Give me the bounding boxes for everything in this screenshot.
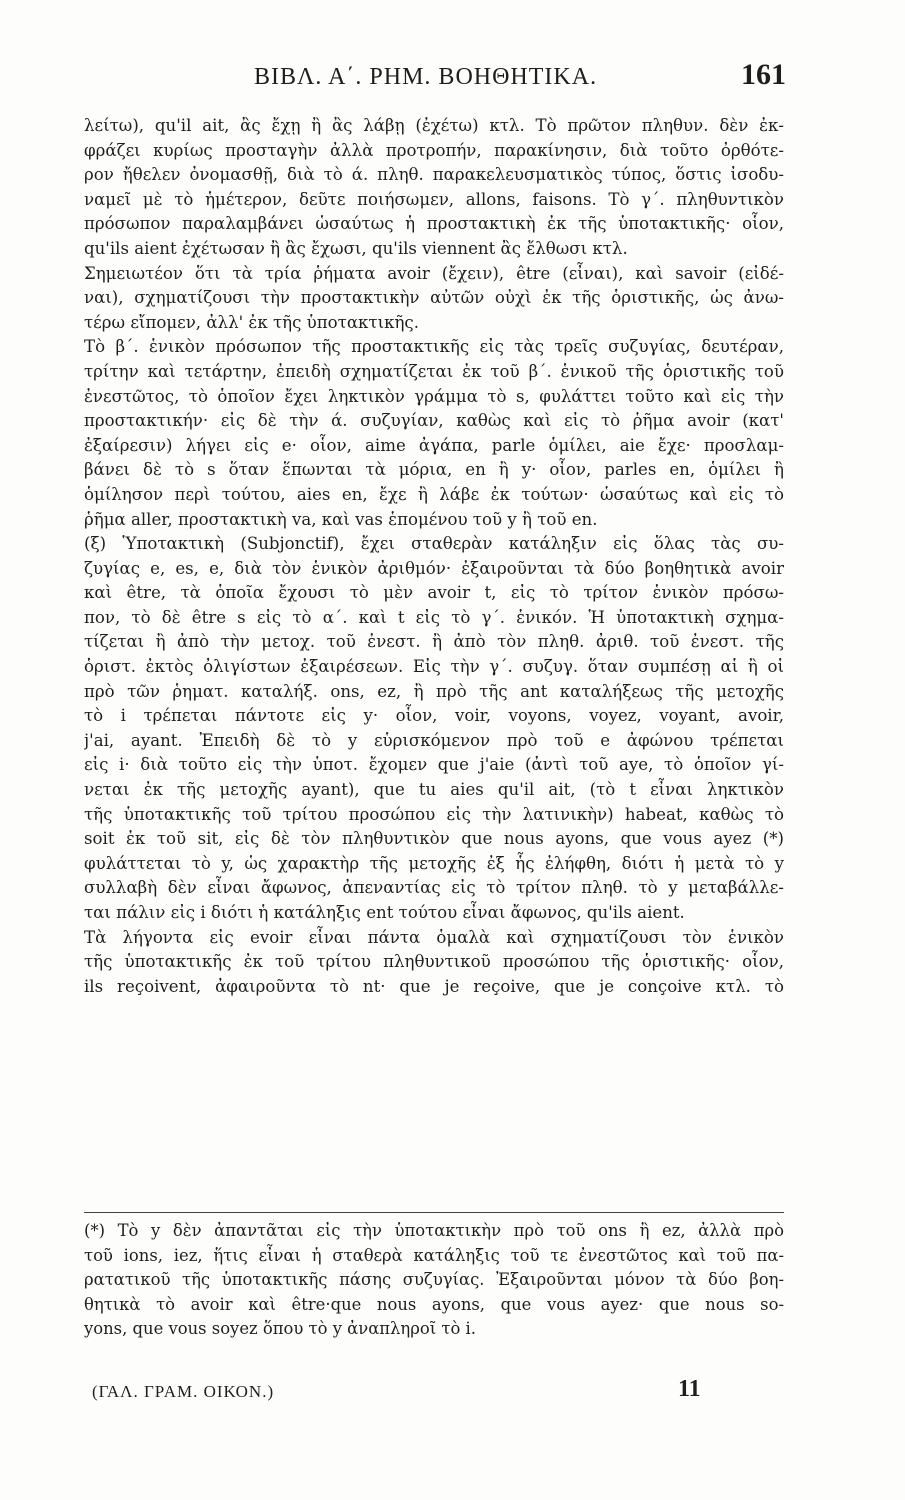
text-line: ναι), σχηματίζουσι τὴν προστακτικὴν αὐτῶν οὐχὶ ἐκ τῆς ὁριστικῆς, ὡς ἀνω-: [84, 288, 784, 308]
text-line: πρόσωπον παραλαμβάνει ὡσαύτως ἡ προστακτικὴ ἐκ τῆς ὑποτακτικῆς· οἷον,: [84, 214, 784, 234]
text-line: συλλαβὴ δὲν εἶναι ἄφωνος, ἀπεναντίας εἰς τὸ τρίτον πληθ. τὸ y μεταβάλλε-: [84, 878, 784, 898]
text-line: τρίτην καὶ τετάρτην, ἐπειδὴ σχηματίζεται ἐκ τοῦ β΄. ἑνικοῦ τῆς ὁριστικῆς τοῦ: [84, 361, 784, 381]
text-line: ὁριστ. ἐκτὸς ὀλιγίστων ἐξαιρέσεων. Εἰς τὴν γ΄. συζυγ. ὅταν συμπέσῃ αἱ ἢ οἱ: [84, 657, 784, 677]
signature-mark: (ΓΑΛ. ΓΡΑΜ. ΟΙΚΟΝ.): [92, 1382, 275, 1401]
text-line: ils reçoivent, ἀφαιροῦντα τὸ nt· que je reçoive, que je conçoive κτλ. τὸ: [84, 976, 784, 996]
text-line: τῆς ὑποτακτικῆς τοῦ τρίτου προσώπου εἰς τὴν λατινικὴν) habeat, καθὼς τὸ: [84, 804, 784, 824]
running-head: ΒΙΒΛ. Α΄. ΡΗΜ. ΒΟΗΘΗΤΙΚΑ.: [254, 64, 598, 90]
footnote-line: ρατατικοῦ τῆς ὑποτακτικῆς πάσης συζυγίας. Ἐξαιροῦνται μόνον τὰ δύο βοη-: [84, 1270, 784, 1290]
text-line: j'ai, ayant. Ἐπειδὴ δὲ τὸ y εὑρισκόμενον πρὸ τοῦ e ἀφώνου τρέπεται: [84, 730, 784, 750]
text-line: (ξ) Ὑποτακτικὴ (Subjonctif), ἔχει σταθερὰν κατάληξιν εἰς ὅλας τὰς συ-: [84, 534, 784, 554]
footnote: [84, 1219, 784, 1342]
footnote-line: yons, que vous soyez ὅπου τὸ y ἀναπληροῖ τὸ i.: [84, 1319, 476, 1339]
text-line: λείτω), qu'il ait, ἂς ἔχῃ ἢ ἂς λάβῃ (ἐχέτω) κτλ. Τὸ πρῶτον πληθυν. δὲν ἐκ-: [84, 116, 784, 135]
footnote-line: τοῦ ions, iez, ἥτις εἶναι ἡ σταθερὰ κατάληξις τοῦ τε ἐνεστῶτος καὶ τοῦ πα-: [84, 1245, 784, 1265]
text-line: πον, τὸ δὲ être s εἰς τὸ α΄. καὶ t εἰς τὸ γ΄. ἑνικόν. Ἡ ὑποτακτικὴ σχημα-: [84, 607, 784, 627]
page-number: 161: [741, 58, 786, 91]
text-line: τῆς ὑποτακτικῆς ἐκ τοῦ τρίτου πληθυντικοῦ προσώπου τῆς ὁριστικῆς· οἷον,: [84, 952, 784, 972]
main-text: [84, 114, 784, 999]
text-line: ὁμίλησον περὶ τούτου, aies en, ἔχε ἢ λάβε ἐκ τούτων· ὡσαύτως καὶ εἰς τὸ: [84, 484, 784, 504]
text-line: τίζεται ἢ ἀπὸ τὴν μετοχ. τοῦ ἐνεστ. ἢ ἀπὸ τὸν πληθ. ἀριθ. τοῦ ἐνεστ. τῆς: [84, 632, 784, 652]
signature-line: [84, 1376, 784, 1410]
footnote-line: θητικὰ τὸ avoir καὶ être·que nous ayons, que vous ayez· que nous so-: [84, 1294, 784, 1314]
text-line: ῥῆμα aller, προστακτικὴ va, καὶ vas ἑπομένου τοῦ y ἢ τοῦ en.: [84, 509, 598, 529]
text-line: Τὸ β΄. ἑνικὸν πρόσωπον τῆς προστακτικῆς εἰς τὰς τρεῖς συζυγίας, δευτέραν,: [84, 337, 784, 357]
text-line: φράζει κυρίως προσταγὴν ἀλλὰ προτροπήν, παρακίνησιν, διὰ τοῦτο ὀρθότε-: [84, 140, 784, 160]
text-line: τέρω εἴπομεν, ἀλλ' ἐκ τῆς ὑποτακτικῆς.: [84, 312, 419, 332]
text-line: φυλάττεται τὸ y, ὡς χαρακτὴρ τῆς μετοχῆς ἐξ ἧς ἐλήφθη, διότι ἡ μετὰ τὸ y: [84, 853, 784, 873]
page-header: [84, 58, 794, 98]
text-line: Τὰ λήγοντα εἰς evoir εἶναι πάντα ὁμαλὰ καὶ σχηματίζουσι τὸν ἑνικὸν: [84, 927, 784, 947]
text-line: ἐξαίρεσιν) λήγει εἰς e· οἷον, aime ἀγάπα, parle ὁμίλει, aie ἔχε· προσλαμ-: [84, 435, 784, 455]
text-line: ἐνεστῶτος, τὸ ὁποῖον ἔχει ληκτικὸν γράμμα τὸ s, φυλάττει τοῦτο καὶ εἰς τὴν: [84, 386, 784, 406]
text-line: ται πάλιν εἰς i διότι ἡ κατάληξις ent τούτου εἶναι ἄφωνος, qu'ils aient.: [84, 903, 685, 922]
footnote-line: (*) Τὸ y δὲν ἀπαντᾶται εἰς τὴν ὑποτακτικὴν πρὸ τοῦ ons ἢ ez, ἀλλὰ πρὸ: [84, 1221, 784, 1240]
text-line: ναμεῖ μὲ τὸ ἡμέτερον, δεῦτε ποιήσωμεν, allons, faisons. Τὸ γ΄. πληθυντικὸν: [84, 189, 784, 209]
text-line: Σημειωτέον ὅτι τὰ τρία ῥήματα avoir (ἔχειν), être (εἶναι), καὶ savoir (εἰδέ-: [84, 263, 784, 283]
text-line: qu'ils aient ἐχέτωσαν ἢ ἂς ἔχωσι, qu'ils viennent ἂς ἔλθωσι κτλ.: [84, 238, 628, 258]
text-line: πρὸ τῶν ῥηματ. καταλήξ. ons, ez, ἢ πρὸ τῆς ant καταλήξεως τῆς μετοχῆς: [84, 681, 784, 701]
text-line: ζυγίας e, es, e, διὰ τὸν ἑνικὸν ἀριθμόν· ἐξαιροῦνται τὰ δύο βοηθητικὰ avoir: [84, 558, 784, 578]
text-line: ρον ἤθελεν ὀνομασθῇ, διὰ τὸ ά. πληθ. παρακελευσματικὸς τύπος, ὅστις ἰσοδυ-: [84, 165, 784, 185]
footnote-rule: [84, 1212, 784, 1213]
text-line: καὶ être, τὰ ὁποῖα ἔχουσι τὸ μὲν avoir t, εἰς τὸ τρίτον ἑνικὸν πρόσω-: [84, 583, 784, 603]
text-line: προστακτικήν· εἰς δὲ τὴν ά. συζυγίαν, καθὼς καὶ εἰς τὸ ῥῆμα avoir (κατ': [84, 411, 784, 431]
text-line: εἰς i· διὰ τοῦτο εἰς τὴν ὑποτ. ἔχομεν que j'aie (ἀντὶ τοῦ aye, τὸ ὁποῖον γί-: [84, 755, 784, 775]
gathering-number: 11: [678, 1376, 701, 1402]
text-line: τὸ i τρέπεται πάντοτε εἰς y· οἷον, voir, voyons, voyez, voyant, avoir,: [84, 706, 784, 726]
text-line: soit ἐκ τοῦ sit, εἰς δὲ τὸν πληθυντικὸν que nous ayons, que vous ayez (*): [84, 829, 784, 849]
text-line: βάνει δὲ τὸ s ὅταν ἕπωνται τὰ μόρια, en ἢ y· οἷον, parles en, ὁμίλει ἢ: [84, 460, 784, 480]
text-line: νεται ἐκ τῆς μετοχῆς ayant), que tu aies qu'il ait, (τὸ t εἶναι ληκτικὸν: [84, 780, 784, 800]
